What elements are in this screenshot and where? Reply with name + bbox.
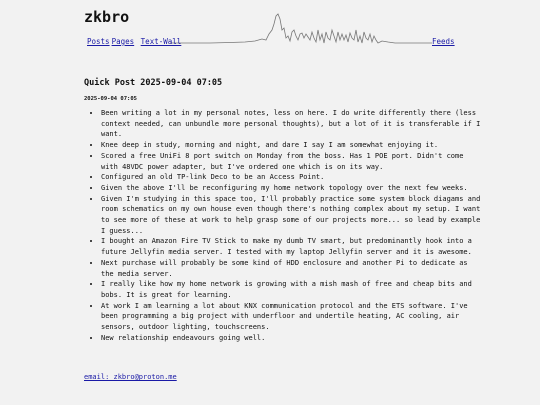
nav-link-text-wall[interactable]: Text-Wall — [140, 37, 182, 46]
list-item: • Scored a free UniFi 8 port switch on Monday from the boss. Has 1 POE port. Didn't come with 48VDC power adapter, but I've ordered one which is on its way. — [101, 151, 481, 172]
list-item: • Configured an old TP-link Deco to be an Access Point. — [101, 172, 481, 183]
list-item: • At work I am learning a lot about KNX communication protocol and the ETS software. I've been programming a big project with underfloor and undertile heating, AC cooling, air sensors, outdoor lighting, touchscreens. — [101, 301, 481, 333]
site-header — [0, 0, 540, 60]
list-item: • New relationship endeavours going well. — [101, 333, 481, 344]
waveform-icon — [170, 10, 432, 46]
post-title: Quick Post 2025-09-04 07:05 — [84, 78, 223, 88]
feeds-link[interactable]: Feeds — [432, 37, 455, 46]
list-item: • Given the above I'll be reconfiguring my home network topology over the next few weeks. — [101, 183, 481, 194]
list-item: • Been writing a lot in my personal notes, less on here. I do write differently there (less context needed, can unbundle more personal thoughts), but a lot of it is transferable if I want. — [101, 108, 481, 140]
list-item: • I really like how my home network is growing with a mish mash of free and cheap bits and bobs. It is great for learning. — [101, 279, 481, 300]
email-link[interactable]: email: zkbro@proton.me — [84, 373, 177, 381]
post-date: 2025-09-04 07:05 — [84, 96, 137, 102]
list-item: • I bought an Amazon Fire TV Stick to make my dumb TV smart, but predominantly hook into a future Jellyfin media server. I tested with my laptop Jellyfin server and it is awesome. — [101, 236, 481, 257]
post-notes-list — [84, 108, 481, 343]
list-item: • Given I'm studying in this space too, I'll probably practice some system block diagams and room schematics on my own house even though there's nothing complex about my setup. I want to see more of these at work to help grasp some of our projects more... so lead by example I guess... — [101, 194, 481, 237]
list-item: • Knee deep in study, morning and night, and dare I say I am somewhat enjoying it. — [101, 140, 481, 151]
main-nav — [87, 37, 183, 46]
site-title: zkbro — [84, 8, 130, 26]
nav-link-pages[interactable]: Pages — [111, 37, 135, 46]
nav-link-posts[interactable]: Posts — [87, 37, 110, 46]
list-item: • Next purchase will probably be some kind of HDD enclosure and another Pi to dedicate as the media server. — [101, 258, 481, 279]
